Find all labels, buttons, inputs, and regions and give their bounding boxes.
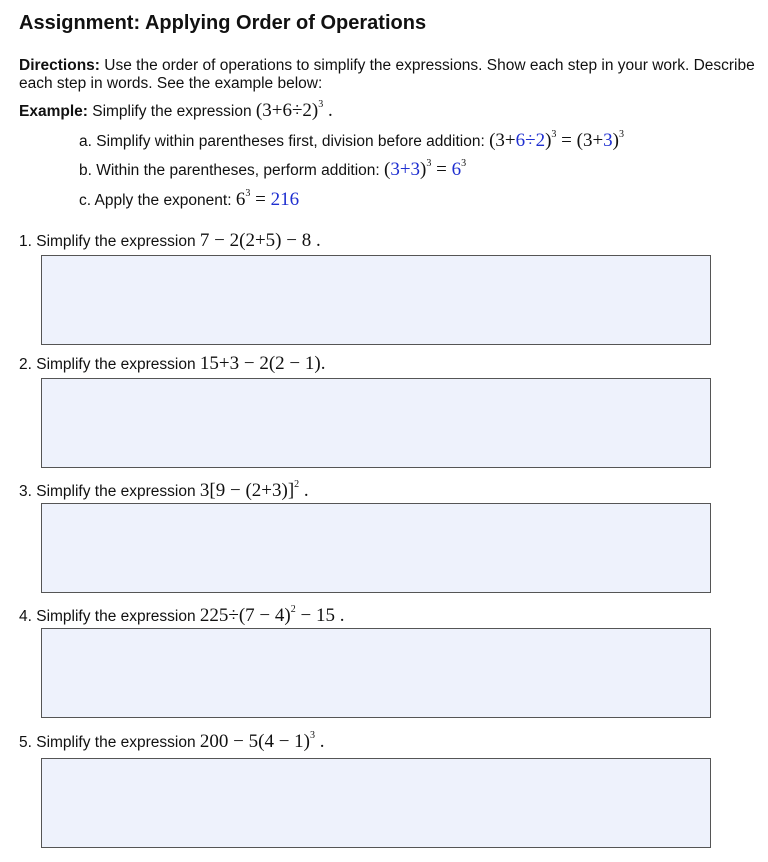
math-segment: 6÷2 (515, 130, 546, 151)
math-segment: = (431, 159, 452, 180)
problem-5-answer-field[interactable] (41, 758, 711, 848)
step-math (236, 189, 299, 210)
example (19, 99, 333, 122)
example-step-c (79, 188, 299, 211)
step-math (489, 130, 624, 151)
math-exponent: 3 (245, 188, 251, 199)
directions-text: Use the order of operations to simplify the expressions. Show each step in your work. Describe each step in words. See the example below: (19, 57, 755, 92)
math-exponent: 3 (318, 99, 324, 110)
example-text: Simplify the expression (87, 103, 256, 120)
math-segment: . (311, 230, 321, 251)
math-segment: ) (420, 159, 427, 180)
math-segment: ) (612, 130, 619, 151)
example-step-a (79, 129, 624, 152)
problem-2-answer-field[interactable] (41, 378, 711, 468)
math-segment: = (250, 189, 271, 210)
example-math (256, 100, 333, 121)
problem-2-prompt (19, 353, 325, 375)
math-exponent: 3 (310, 730, 316, 741)
problem-text: 4. Simplify the expression (19, 608, 200, 625)
math-segment: 7 − 2(2+5) − 8 (199, 230, 312, 251)
problem-text: 5. Simplify the expression (19, 734, 200, 751)
math-segment: . (299, 480, 309, 501)
example-step-b (79, 158, 466, 181)
math-segment: ) (545, 130, 552, 151)
math-exponent: 3 (426, 158, 432, 169)
math-segment: 225÷(7 − 4) (199, 605, 291, 626)
math-segment: 3[9 − (2+3)] (199, 480, 295, 501)
problem-math (200, 480, 309, 501)
math-segment: 3 (603, 130, 613, 151)
math-segment: 15+3 − 2(2 − 1) (199, 353, 321, 374)
math-exponent: 2 (294, 479, 300, 490)
math-segment: (3+6÷2) (255, 100, 319, 121)
problem-4-answer-field[interactable] (41, 628, 711, 718)
problem-3-prompt (19, 479, 309, 502)
problem-1-prompt (19, 230, 321, 252)
step-text: a. Simplify within parentheses first, division before addition: (79, 133, 490, 150)
math-exponent: 3 (551, 129, 557, 140)
problem-5-prompt (19, 730, 325, 753)
step-text: b. Within the parentheses, perform addition: (79, 162, 384, 179)
math-segment: . (320, 353, 326, 374)
math-segment: . (334, 605, 345, 626)
problem-math (200, 230, 321, 251)
problem-4-prompt (19, 604, 344, 627)
math-segment: 3+3 (390, 159, 421, 180)
page-title: Assignment: Applying Order of Operations (19, 12, 427, 34)
math-segment: . (323, 100, 333, 121)
problem-1-answer-field[interactable] (41, 255, 711, 345)
directions (19, 57, 759, 93)
math-segment: 200 − 5(4 − 1) (199, 731, 311, 752)
example-label: Example: (19, 103, 88, 120)
math-segment: . (315, 731, 325, 752)
step-math (384, 159, 466, 180)
math-segment: − 15 (295, 605, 335, 626)
math-segment: 6 (235, 189, 246, 210)
problem-3-answer-field[interactable] (41, 503, 711, 593)
math-exponent: 3 (461, 158, 467, 169)
problem-math (200, 605, 345, 626)
math-segment: 216 (270, 189, 300, 210)
step-text: c. Apply the exponent: (79, 192, 236, 209)
problem-text: 3. Simplify the expression (19, 483, 200, 500)
problem-math (200, 353, 326, 374)
math-segment: (3+ (489, 130, 516, 151)
problem-math (200, 731, 325, 752)
directions-label: Directions: (19, 57, 100, 74)
math-segment: ( (384, 159, 391, 180)
math-exponent: 2 (290, 604, 296, 615)
math-segment: 6 (451, 159, 462, 180)
math-segment: = (3+ (556, 130, 604, 151)
math-exponent: 3 (619, 129, 624, 140)
problem-text: 1. Simplify the expression (19, 233, 200, 250)
problem-text: 2. Simplify the expression (19, 356, 200, 373)
